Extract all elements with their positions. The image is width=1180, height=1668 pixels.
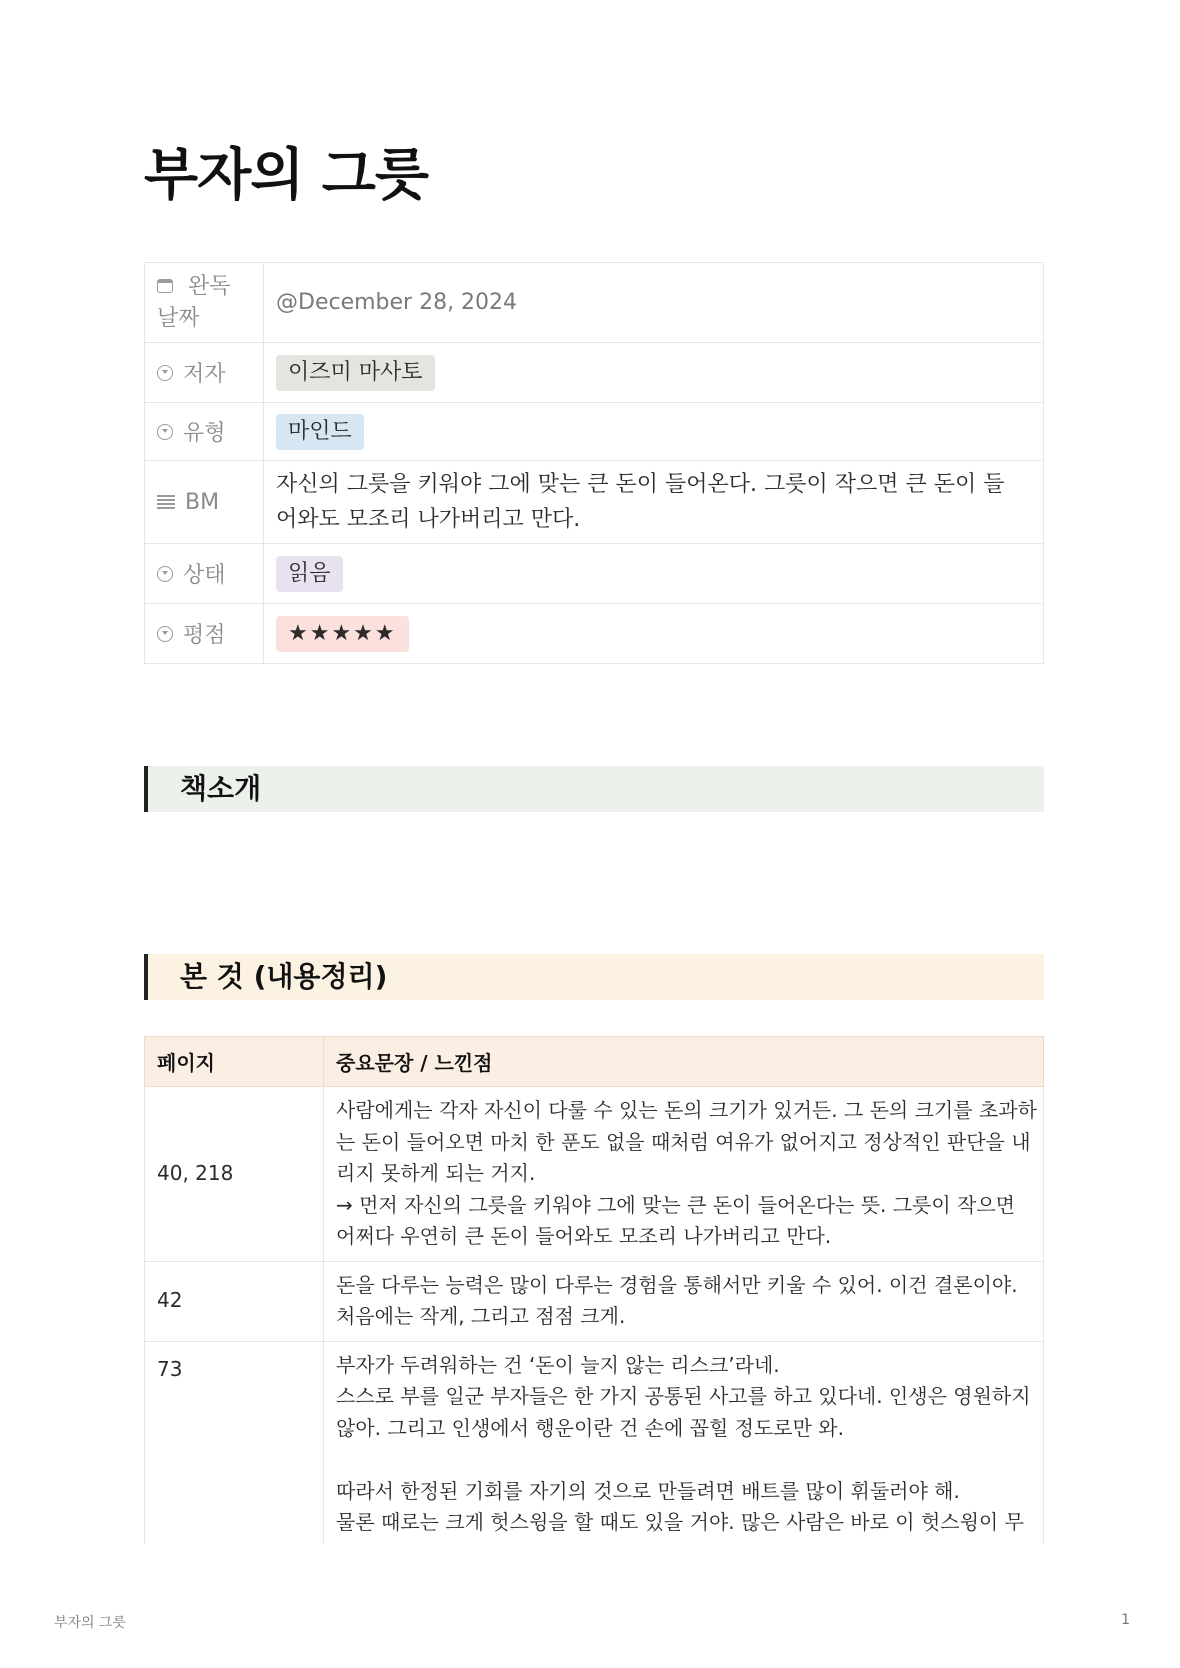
notes-cell[interactable] <box>324 1341 1044 1544</box>
notes-heading: 본 것 (내용정리) <box>180 960 388 993</box>
property-key-label-cont: 날짜 <box>157 305 200 331</box>
notes-header-row <box>145 1037 1044 1087</box>
property-row-type[interactable] <box>145 403 1044 461</box>
note-line: 돈을 다루는 능력은 많이 다루는 경험을 통해서만 키울 수 있어. 이건 결론이야. <box>336 1272 1018 1297</box>
property-value[interactable] <box>264 343 1044 403</box>
properties-table <box>144 262 1044 664</box>
note-line: 처음에는 작게, 그리고 점점 크게. <box>336 1304 626 1328</box>
page-cell[interactable]: 73 <box>145 1341 324 1544</box>
table-row[interactable] <box>145 1261 1044 1341</box>
select-icon <box>157 566 173 582</box>
property-key-label: 저자 <box>183 362 226 387</box>
column-header-notes: 중요문장 / 느낀점 <box>324 1037 1044 1087</box>
author-tag[interactable]: 이즈미 마사토 <box>276 355 435 391</box>
note-line: 리지 못하게 되는 거지. <box>336 1161 536 1185</box>
property-row-rating[interactable] <box>145 604 1044 664</box>
page-cell[interactable]: 40, 218 <box>145 1087 324 1262</box>
notes-table-container <box>144 1036 1044 1544</box>
property-key <box>145 263 264 343</box>
property-key <box>145 544 264 604</box>
table-row[interactable] <box>145 1087 1044 1262</box>
text-icon <box>157 495 175 509</box>
property-value[interactable] <box>264 544 1044 604</box>
property-key-label: BM <box>185 489 220 515</box>
intro-callout <box>144 766 1044 812</box>
property-key <box>145 403 264 461</box>
note-line: 사람에게는 각자 자신이 다룰 수 있는 돈의 크기가 있거든. 그 돈의 크기를 초과하 <box>336 1098 1037 1122</box>
table-row[interactable] <box>145 1341 1044 1544</box>
property-key <box>145 604 264 664</box>
notes-cell[interactable] <box>324 1087 1044 1262</box>
property-key-label: 상태 <box>183 563 226 588</box>
select-icon <box>157 626 173 642</box>
property-key <box>145 343 264 403</box>
bm-text-line: 어와도 모조리 나가버리고 만다. <box>276 507 581 532</box>
property-key-label: 유형 <box>183 421 226 446</box>
select-icon <box>157 365 173 381</box>
note-line: 따라서 한정된 기회를 자기의 것으로 만들려면 배트를 많이 휘둘러야 해. <box>336 1478 960 1503</box>
note-line: 부자가 두려워하는 건 ‘돈이 늘지 않는 리스크’라네. <box>336 1352 780 1377</box>
calendar-icon <box>157 279 173 293</box>
note-line: 는 돈이 들어오면 마치 한 푼도 없을 때처럼 여유가 없어지고 정상적인 판단을 내 <box>336 1129 1031 1154</box>
property-value[interactable] <box>264 604 1044 664</box>
intro-heading: 책소개 <box>180 772 262 805</box>
notes-cell[interactable] <box>324 1261 1044 1341</box>
note-line: 물론 때로는 크게 헛스윙을 할 때도 있을 거야. 많은 사람은 바로 이 헛스윙이 무 <box>336 1510 1024 1534</box>
date-value[interactable]: @December 28, 2024 <box>276 290 518 315</box>
column-header-page: 페이지 <box>145 1037 324 1087</box>
property-key-label: 완독 <box>188 273 231 299</box>
blank-line <box>336 1444 1031 1476</box>
property-value[interactable] <box>264 263 1044 343</box>
property-key <box>145 461 264 544</box>
notes-table <box>144 1036 1044 1544</box>
property-row-status[interactable] <box>145 544 1044 604</box>
property-row-author[interactable] <box>145 343 1044 403</box>
notes-callout <box>144 954 1044 1000</box>
property-row-date[interactable] <box>145 263 1044 343</box>
note-line: 않아. 그리고 인생에서 행운이란 건 손에 꼽힐 정도로만 와. <box>336 1415 844 1440</box>
note-line: 어쩌다 우연히 큰 돈이 들어와도 모조리 나가버리고 만다. <box>336 1224 832 1248</box>
property-value[interactable] <box>264 403 1044 461</box>
select-icon <box>157 424 173 440</box>
page-title: 부자의 그릇 <box>144 143 428 208</box>
property-value[interactable] <box>264 461 1044 544</box>
bm-text-line: 자신의 그릇을 키워야 그에 맞는 큰 돈이 들어온다. 그릇이 작으면 큰 돈이 들 <box>276 472 1005 497</box>
property-row-bm[interactable] <box>145 461 1044 544</box>
footer-title: 부자의 그릇 <box>54 1615 127 1631</box>
note-line: → 먼저 자신의 그릇을 키워야 그에 맞는 큰 돈이 들어온다는 뜻. 그릇이 작으면 <box>336 1192 1016 1217</box>
type-tag[interactable]: 마인드 <box>276 414 364 450</box>
page-number: 1 <box>1121 1612 1130 1628</box>
page-cell[interactable]: 42 <box>145 1261 324 1341</box>
note-line: 스스로 부를 일군 부자들은 한 가지 공통된 사고를 하고 있다네. 인생은 영원하지 <box>336 1384 1031 1408</box>
property-key-label: 평점 <box>183 623 226 648</box>
rating-tag[interactable]: ★★★★★ <box>276 616 409 652</box>
status-tag[interactable]: 읽음 <box>276 556 343 592</box>
